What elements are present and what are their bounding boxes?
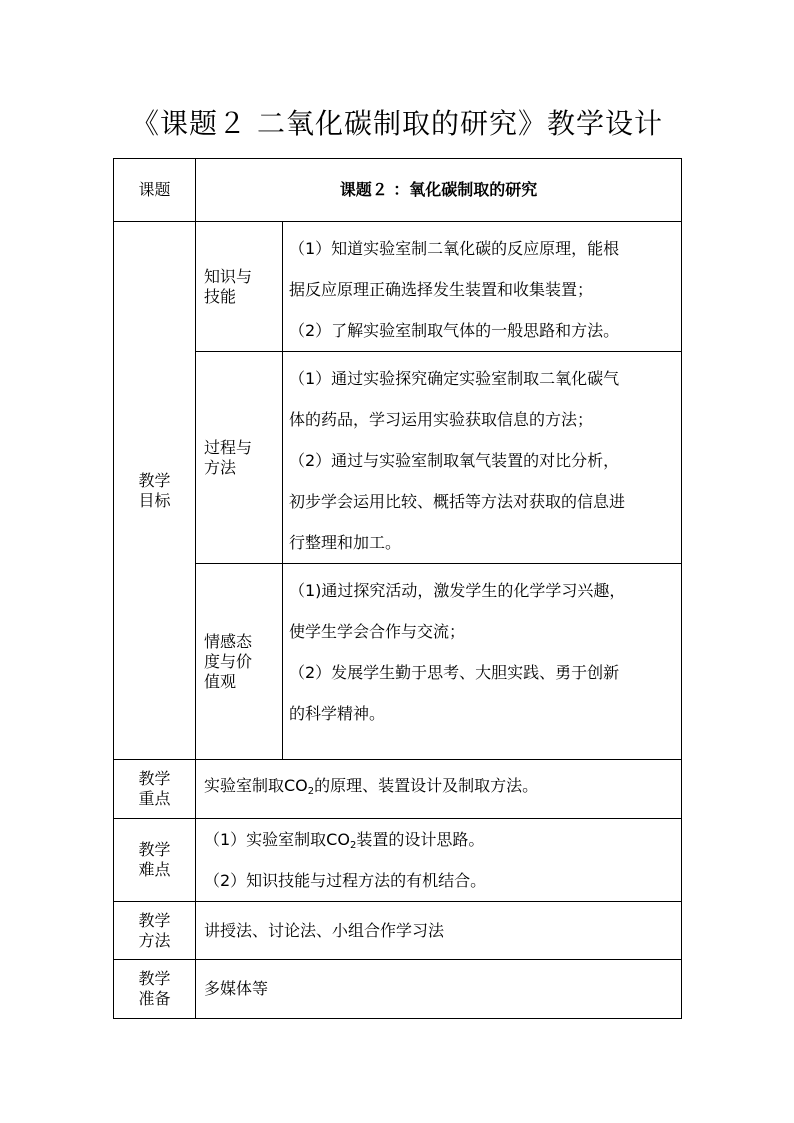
process-line: （1）通过实验探究确定实验室制取二氧化碳气 <box>289 369 620 388</box>
methods-value: 讲授法、讨论法、小组合作学习法 <box>196 902 682 960</box>
difficulty-line-2: （2）知识技能与过程方法的有机结合。 <box>204 871 487 890</box>
process-label-line1: 过程与 <box>204 437 253 457</box>
process-line: （2）通过与实验室制取氧气装置的对比分析， <box>289 451 620 470</box>
emotion-line: 使学生学会合作与交流； <box>289 622 466 641</box>
subject-label: 课题 <box>114 159 196 222</box>
methods-label-line1: 教学 <box>138 910 171 930</box>
methods-label-line2: 方法 <box>138 930 171 950</box>
key-points-row <box>114 760 682 819</box>
document-title: 《课题２ 二氧化碳制取的研究》教学设计 <box>131 107 663 140</box>
process-label-line2: 方法 <box>204 457 237 477</box>
difficulty-line-1-text-after: 装置的设计思路。 <box>356 830 485 849</box>
knowledge-line: （1）知道实验室制二氧化碳的反应原理，能根 <box>289 239 620 258</box>
preparation-label <box>114 960 196 1019</box>
subject-row <box>114 159 682 222</box>
difficulty-subscript: 2 <box>349 840 357 851</box>
difficulties-row <box>114 819 682 902</box>
objectives-label-line2: 目标 <box>138 490 171 510</box>
objective-emotion-row <box>114 564 682 760</box>
key-points-label <box>114 760 196 819</box>
difficulties-label <box>114 819 196 902</box>
key-points-label-line2: 重点 <box>138 789 171 808</box>
key-points-content <box>196 760 682 819</box>
process-line: 体的药品，学习运用实验获取信息的方法； <box>289 410 594 429</box>
preparation-value: 多媒体等 <box>196 960 682 1019</box>
emotion-label-line2: 度与价 <box>204 651 253 671</box>
methods-row <box>114 902 682 960</box>
process-line: 初步学会运用比较、概括等方法对获取的信息进 <box>289 492 626 511</box>
objectives-label-line1: 教学 <box>138 470 171 490</box>
difficulties-content <box>196 819 682 902</box>
knowledge-content <box>283 222 682 352</box>
knowledge-line: （2）了解实验室制取气体的一般思路和方法。 <box>289 321 620 340</box>
process-content <box>283 352 682 564</box>
difficulty-line-1-text: （1）实验室制取CO <box>204 830 350 849</box>
knowledge-label-line1: 知识与 <box>204 266 253 286</box>
difficulty-line-1 <box>204 822 681 863</box>
emotion-line: 的科学精神。 <box>289 704 386 723</box>
key-points-text: 实验室制取CO <box>204 776 308 795</box>
emotion-label <box>196 564 283 760</box>
objective-process-row <box>114 352 682 564</box>
emotion-content <box>283 564 682 760</box>
methods-label <box>114 902 196 960</box>
subject-value: 课题２ ：氧化碳制取的研究 <box>196 159 682 222</box>
knowledge-label-line2: 技能 <box>204 286 237 306</box>
key-points-text-after: 的原理、装置设计及制取方法。 <box>314 776 539 795</box>
difficulties-label-line1: 教学 <box>138 840 171 859</box>
knowledge-label <box>196 222 283 352</box>
knowledge-line: 据反应原理正确选择发生装置和收集装置； <box>289 280 594 299</box>
lesson-plan-table <box>113 158 682 1019</box>
emotion-line: （1)通过探究活动，激发学生的化学学习兴趣， <box>289 581 626 600</box>
key-points-label-line1: 教学 <box>138 769 171 788</box>
difficulties-label-line2: 难点 <box>138 860 171 879</box>
preparation-row <box>114 960 682 1019</box>
emotion-label-line3: 值观 <box>204 671 237 691</box>
emotion-label-line1: 情感态 <box>204 631 253 651</box>
process-label <box>196 352 283 564</box>
objectives-label <box>114 222 196 760</box>
process-line: 行整理和加工。 <box>289 533 402 552</box>
objective-knowledge-row <box>114 222 682 352</box>
preparation-label-line2: 准备 <box>138 989 171 1008</box>
emotion-line: （2）发展学生勤于思考、大胆实践、勇于创新 <box>289 663 620 682</box>
preparation-label-line1: 教学 <box>138 969 171 988</box>
key-points-subscript: 2 <box>307 786 315 797</box>
